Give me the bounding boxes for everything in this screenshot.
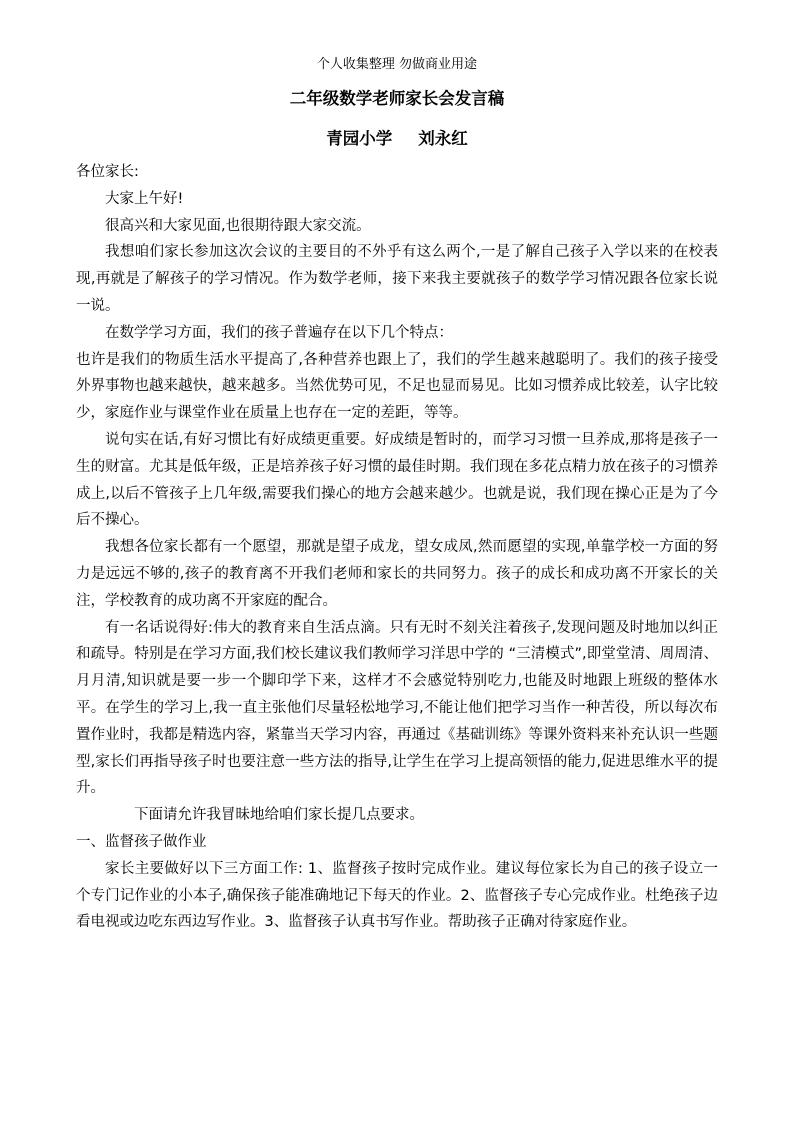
school-name: 青园小学	[326, 129, 393, 148]
body-paragraph: 很高兴和大家见面,也很期待跟大家交流。	[105, 217, 371, 234]
body-paragraph: 有一名话说得好:伟大的教育来自生活点滴。只有无时不刻关注着孩子,发现问题及时地加以纠正和疏导。特别是在学习方面,我们校长建议我们教师学习洋思中学的 “三清模式”,即堂堂清、周周清、月月清,知识就是要一步一个脚印学下来，这样才不会感觉特别吃力,也能及时地跟上班级的整体水平。在学生的学习上,我一直主张他们尽量轻松地学习,不能让他们把学习当作一种苦役，所以每次布置作业时，我都是精选内容，紧靠当天学习内容，再通过《基础训练》等课外资料来补充认识一些题型,家长们再指导孩子时也要注意一些方法的指导,让学生在学习上提高领悟的能力,促进思维水平的提升。	[76, 619, 718, 797]
body-paragraph: 说句实在话,有好习惯比有好成绩更重要。好成绩是暂时的，而学习习惯一旦养成,那将是孩子一生的财富。尤其是低年级，正是培养孩子好习惯的最佳时期。我们现在多花点精力放在孩子的习惯养成上,以后不管孩子上几年级,需要我们操心的地方会越来越少。也就是说，我们现在操心正是为了今后不操心。	[76, 431, 718, 529]
greeting: 大家上午好!	[105, 190, 184, 207]
document-body	[76, 159, 718, 936]
document-title: 二年级数学老师家长会发言稿	[289, 89, 505, 108]
salutation: 各位家长:	[76, 164, 139, 180]
body-paragraph: 我想各位家长都有一个愿望，那就是望子成龙，望女成凤,然而愿望的实现,单靠学校一方面的努力是远远不够的,孩子的教育离不开我们老师和家长的共同努力。孩子的成长和成功离不开家长的关注，学校教育的成功离不开家庭的配合。	[76, 539, 718, 609]
body-paragraph: 在数学学习方面，我们的孩子普遍存在以下几个特点：	[105, 324, 453, 341]
section-heading: 一、监督孩子做作业	[76, 833, 207, 850]
body-paragraph: 也许是我们的物质生活水平提高了,各种营养也跟上了，我们的学生越来越聪明了。我们的孩子接受外界事物也越来越快，越来越多。当然优势可见，不足也显而易见。比如习惯养成比较差，认字比较少，家庭作业与课堂作业在质量上也存在一定的差距，等等。	[76, 351, 718, 422]
header-watermark: 个人收集整理 勿做商业用途	[316, 57, 478, 72]
byline	[76, 127, 718, 151]
body-paragraph: 我想咱们家长参加这次会议的主要目的不外乎有这么两个,一是了解自己孩子入学以来的在校表现,再就是了解孩子的学习情况。作为数学老师，接下来我主要就孩子的数学学习情况跟各位家长说一说。	[76, 244, 718, 314]
body-paragraph: 家长主要做好以下三方面工作: 1、监督孩子按时完成作业。建议每位家长为自己的孩子设立一个专门记作业的小本子,确保孩子能准确地记下每天的作业。2、监督孩子专心完成作业。杜绝孩子边看电视或边吃东西边写作业。3、监督孩子认真书写作业。帮助孩子正确对待家庭作业。	[76, 860, 718, 931]
author-name: 刘永红	[418, 129, 468, 148]
document-page	[76, 55, 718, 936]
body-paragraph: 下面请允许我冒昧地给咱们家长提几点要求。	[134, 807, 424, 824]
